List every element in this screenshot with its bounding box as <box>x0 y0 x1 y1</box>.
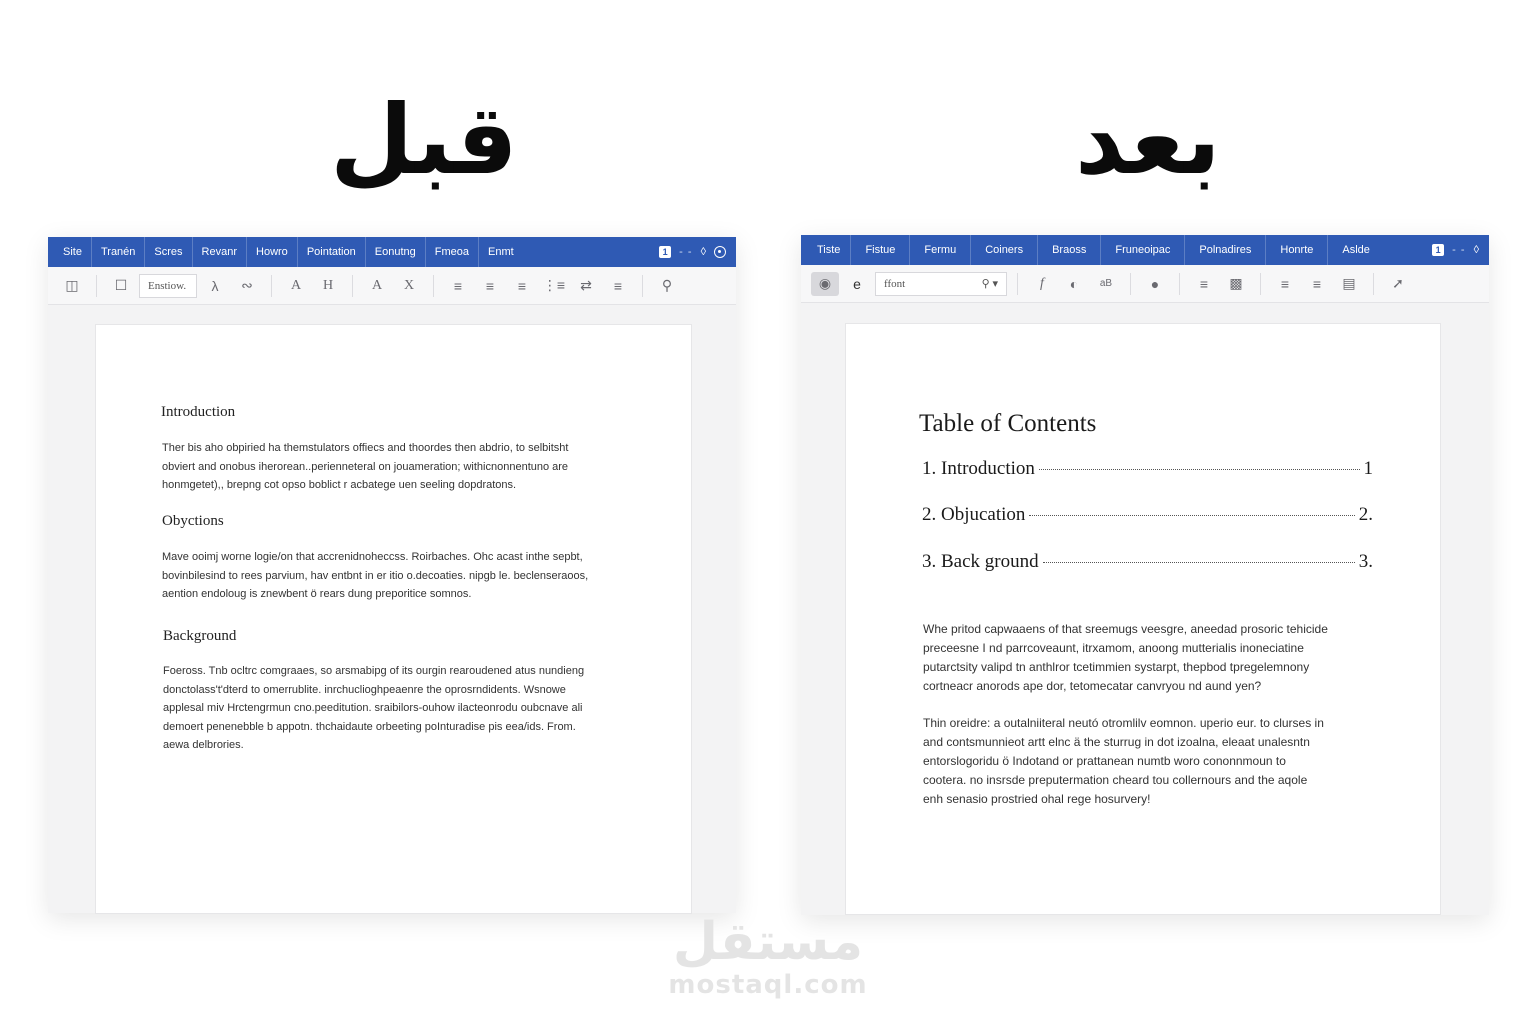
menu-item[interactable]: Braoss <box>1038 235 1101 265</box>
paragraph-line: donctolass't'dterd to omerrublite. inrchuclioghpeaenre the oprosrndidents. Wsnowe <box>163 683 566 696</box>
toc-leader-dots <box>1029 515 1354 516</box>
align-center-icon[interactable]: ≡ <box>485 277 495 294</box>
font-field[interactable] <box>875 272 1007 296</box>
toolbar-divider <box>352 275 353 297</box>
pin-icon[interactable]: ● <box>1150 275 1160 292</box>
before-word-window <box>48 237 736 913</box>
diamond-icon[interactable]: ◊ <box>700 246 706 258</box>
menu-item[interactable]: Revanr <box>193 237 247 267</box>
spelling-icon[interactable]: aB <box>1099 278 1113 289</box>
checkbox-icon[interactable]: ☐ <box>114 277 128 293</box>
toc-entry-page: 2. <box>1358 504 1373 525</box>
toolbar-divider <box>1373 273 1374 295</box>
watermark-url: mostaql.com <box>668 970 868 1000</box>
toc-entry[interactable] <box>922 458 1373 480</box>
minimize-dash[interactable]: - - <box>1452 244 1466 256</box>
paragraph-line: aention endoloug is znewbent ö rears dung preporitice somnos. <box>162 588 472 600</box>
menu-item[interactable]: Fruneoipac <box>1101 235 1185 265</box>
paragraph-format-icon[interactable]: ≡ <box>1199 275 1209 292</box>
menu-item[interactable]: Tranén <box>92 237 145 267</box>
menu-item[interactable]: Aslde <box>1342 244 1370 256</box>
toolbar-divider <box>642 275 643 297</box>
paragraph-line: preceesne I nd parrcoveaunt, itrxamom, anoong mutterialis inoneciatine <box>923 641 1304 655</box>
section-heading: Obyctions <box>162 513 224 529</box>
paragraph-line: cootera. no insrsde preputermation cheard tou collernours and the aqole <box>923 773 1308 787</box>
watermark-logo: مستقل <box>672 912 864 972</box>
table-icon[interactable]: ▤ <box>1342 275 1356 291</box>
format-painter-icon[interactable]: ∾ <box>241 277 253 293</box>
paragraph-line: Mave ooimj worne logie/on that accrenidnoheccss. Roirbaches. Ohc acast inthe sepbt, <box>162 551 583 563</box>
menu-item[interactable]: Polnadires <box>1185 235 1266 265</box>
toc-entry[interactable] <box>922 551 1373 573</box>
toc-leader-dots <box>1039 469 1360 470</box>
menu-item[interactable]: Howro <box>247 237 298 267</box>
toolbar-divider <box>1260 273 1261 295</box>
align-right-icon[interactable]: ≡ <box>517 277 527 294</box>
lambda-icon[interactable]: λ <box>211 277 219 294</box>
minimize-dash[interactable]: - - <box>679 246 693 258</box>
toc-entry-label: 3. Back ground <box>922 551 1039 572</box>
menu-item[interactable]: Fmeoa <box>426 237 479 267</box>
search-icon[interactable]: ⚲ ▾ <box>981 278 998 290</box>
menu-item[interactable]: Fermu <box>910 235 971 265</box>
menu-item[interactable]: Site <box>54 237 92 267</box>
account-badge[interactable]: 1 <box>1432 244 1444 256</box>
arrow-icon[interactable]: ➚ <box>1392 275 1404 291</box>
toc-entry-label: 2. Objucation <box>922 504 1026 525</box>
align-justify-icon[interactable]: ≡ <box>1312 275 1322 292</box>
paragraph-line: demoert penenebble b appotn. thchaidaute orbeeting poInturadise pis eea/ids. From. <box>163 720 576 733</box>
toolbar-divider <box>96 275 97 297</box>
brush-icon[interactable]: ◉ <box>811 272 839 296</box>
clear-format-icon[interactable]: X <box>403 277 415 293</box>
account-badge[interactable]: 1 <box>659 246 671 258</box>
toc-leader-dots <box>1043 562 1355 563</box>
section-heading: Introduction <box>161 404 236 420</box>
indent-icon[interactable]: ⇄ <box>580 277 592 293</box>
paragraph-line: aewa delbrories. <box>163 739 244 751</box>
function-icon[interactable]: f <box>1040 275 1044 291</box>
numbered-list-icon[interactable]: ≡ <box>613 277 623 294</box>
after-heading: بعد <box>1075 84 1221 196</box>
e-label[interactable]: e <box>853 275 861 292</box>
paste-icon[interactable]: ◫ <box>65 277 79 293</box>
toolbar-divider <box>433 275 434 297</box>
paragraph-line: Thin oreidre: a outalniiteral neutó otromlilv eomnon. uperio eur. to clurses in <box>923 716 1324 730</box>
after-menu-bar <box>801 235 1489 265</box>
toc-entry-page: 3. <box>1358 551 1373 572</box>
paragraph-line: entorslogoridu ö Indotand or prattanean numtb woro cononnmoun to <box>923 754 1286 768</box>
toolbar-divider <box>1130 273 1131 295</box>
bullet-list-icon[interactable]: ⋮≡ <box>542 277 566 293</box>
paragraph-line: and contsmunnieot artt elnc ä the sturrug in dot izoalna, eleaat unalesntn <box>923 735 1310 749</box>
menu-item[interactable]: Tiste <box>807 235 851 265</box>
font-a-icon[interactable]: A <box>290 277 302 293</box>
paragraph-line: Whe pritod capwaaens of that sreemugs veesgre, aneedad prosoric tehicide <box>923 622 1328 636</box>
heading-h-icon[interactable]: H <box>322 277 334 293</box>
after-word-window <box>801 235 1489 915</box>
toc-title: Table of Contents <box>919 410 1097 437</box>
toolbar-divider <box>271 275 272 297</box>
globe-icon[interactable] <box>714 246 726 258</box>
paragraph-line: applesal miv Hrctengrmun cno.peeditution. sraibilors-ouhow ilacteonrodu oubcnave ali <box>163 702 583 714</box>
menu-item[interactable]: Enmt <box>487 246 514 258</box>
chart-icon[interactable]: ▩ <box>1229 275 1243 291</box>
menu-item[interactable]: Fistue <box>851 235 910 265</box>
before-document-page[interactable] <box>95 324 692 914</box>
before-menu-bar <box>48 237 736 267</box>
paragraph-line: Ther bis aho obpiried ha themstulators offiecs and thoordes then abdrio, to selbitsht <box>162 442 569 454</box>
search-icon[interactable]: ⚲ <box>661 277 673 293</box>
paragraph-line: putarctsity valipd tn anthlror tcetimmien systarpt, thepbod tpregelemnony <box>923 660 1310 674</box>
paragraph-line: honmgetet),, brepng cot opso boblict r acbatege uen seeling dopdratons. <box>162 479 517 491</box>
before-heading: قبل <box>330 84 518 196</box>
menu-item[interactable]: Pointation <box>298 237 366 267</box>
toolbar-divider <box>1179 273 1180 295</box>
font-field-value: ffont <box>884 277 906 290</box>
paragraph <box>162 548 588 604</box>
toc-entry-label: 1. Introduction <box>922 458 1035 479</box>
paragraph <box>163 662 584 755</box>
menu-item[interactable]: Coiners <box>971 235 1038 265</box>
after-document-page[interactable] <box>845 323 1441 915</box>
toc-entry[interactable] <box>922 504 1373 526</box>
style-field[interactable]: Enstiow. <box>139 274 197 298</box>
menu-item[interactable]: Honrte <box>1266 235 1328 265</box>
paragraph-line: cortneacr anorods ape dor, tetomecatar canvryou nd aund yen? <box>923 679 1262 693</box>
diamond-icon[interactable]: ◊ <box>1473 244 1479 256</box>
menu-item[interactable]: Scres <box>145 237 192 267</box>
after-toolbar <box>801 265 1489 303</box>
align-left-icon[interactable]: ≡ <box>453 277 463 294</box>
before-toolbar <box>48 267 736 305</box>
paragraph <box>923 714 1324 809</box>
paragraph-line: Foeross. Tnb ocltrc comgraaes, so arsmabipg of its ourgin rearoudened atus nundieng <box>163 665 585 677</box>
toolbar-divider <box>1017 273 1018 295</box>
paragraph-line: obviert and onobus iherorean..perienneteral on jouameration; withicnonnentuno are <box>162 460 569 473</box>
section-heading: Background <box>163 628 237 644</box>
menu-item[interactable]: Eonutng <box>366 237 426 267</box>
paragraph <box>923 620 1328 696</box>
align-center-icon[interactable]: ≡ <box>1280 275 1290 292</box>
paragraph-line: bovinbilesind to rees parvium, hav entbnt in er itio o.decoaties. nipgb le. beclenseraoos, <box>162 569 589 582</box>
font-color-icon[interactable]: A <box>371 277 383 293</box>
paragraph <box>162 439 568 495</box>
paragraph-line: enh senasio prostried ohal rege hosurvery! <box>923 792 1151 806</box>
highlight-icon[interactable]: ◐ <box>1069 275 1079 292</box>
toc-entry-page: 1 <box>1363 458 1373 479</box>
